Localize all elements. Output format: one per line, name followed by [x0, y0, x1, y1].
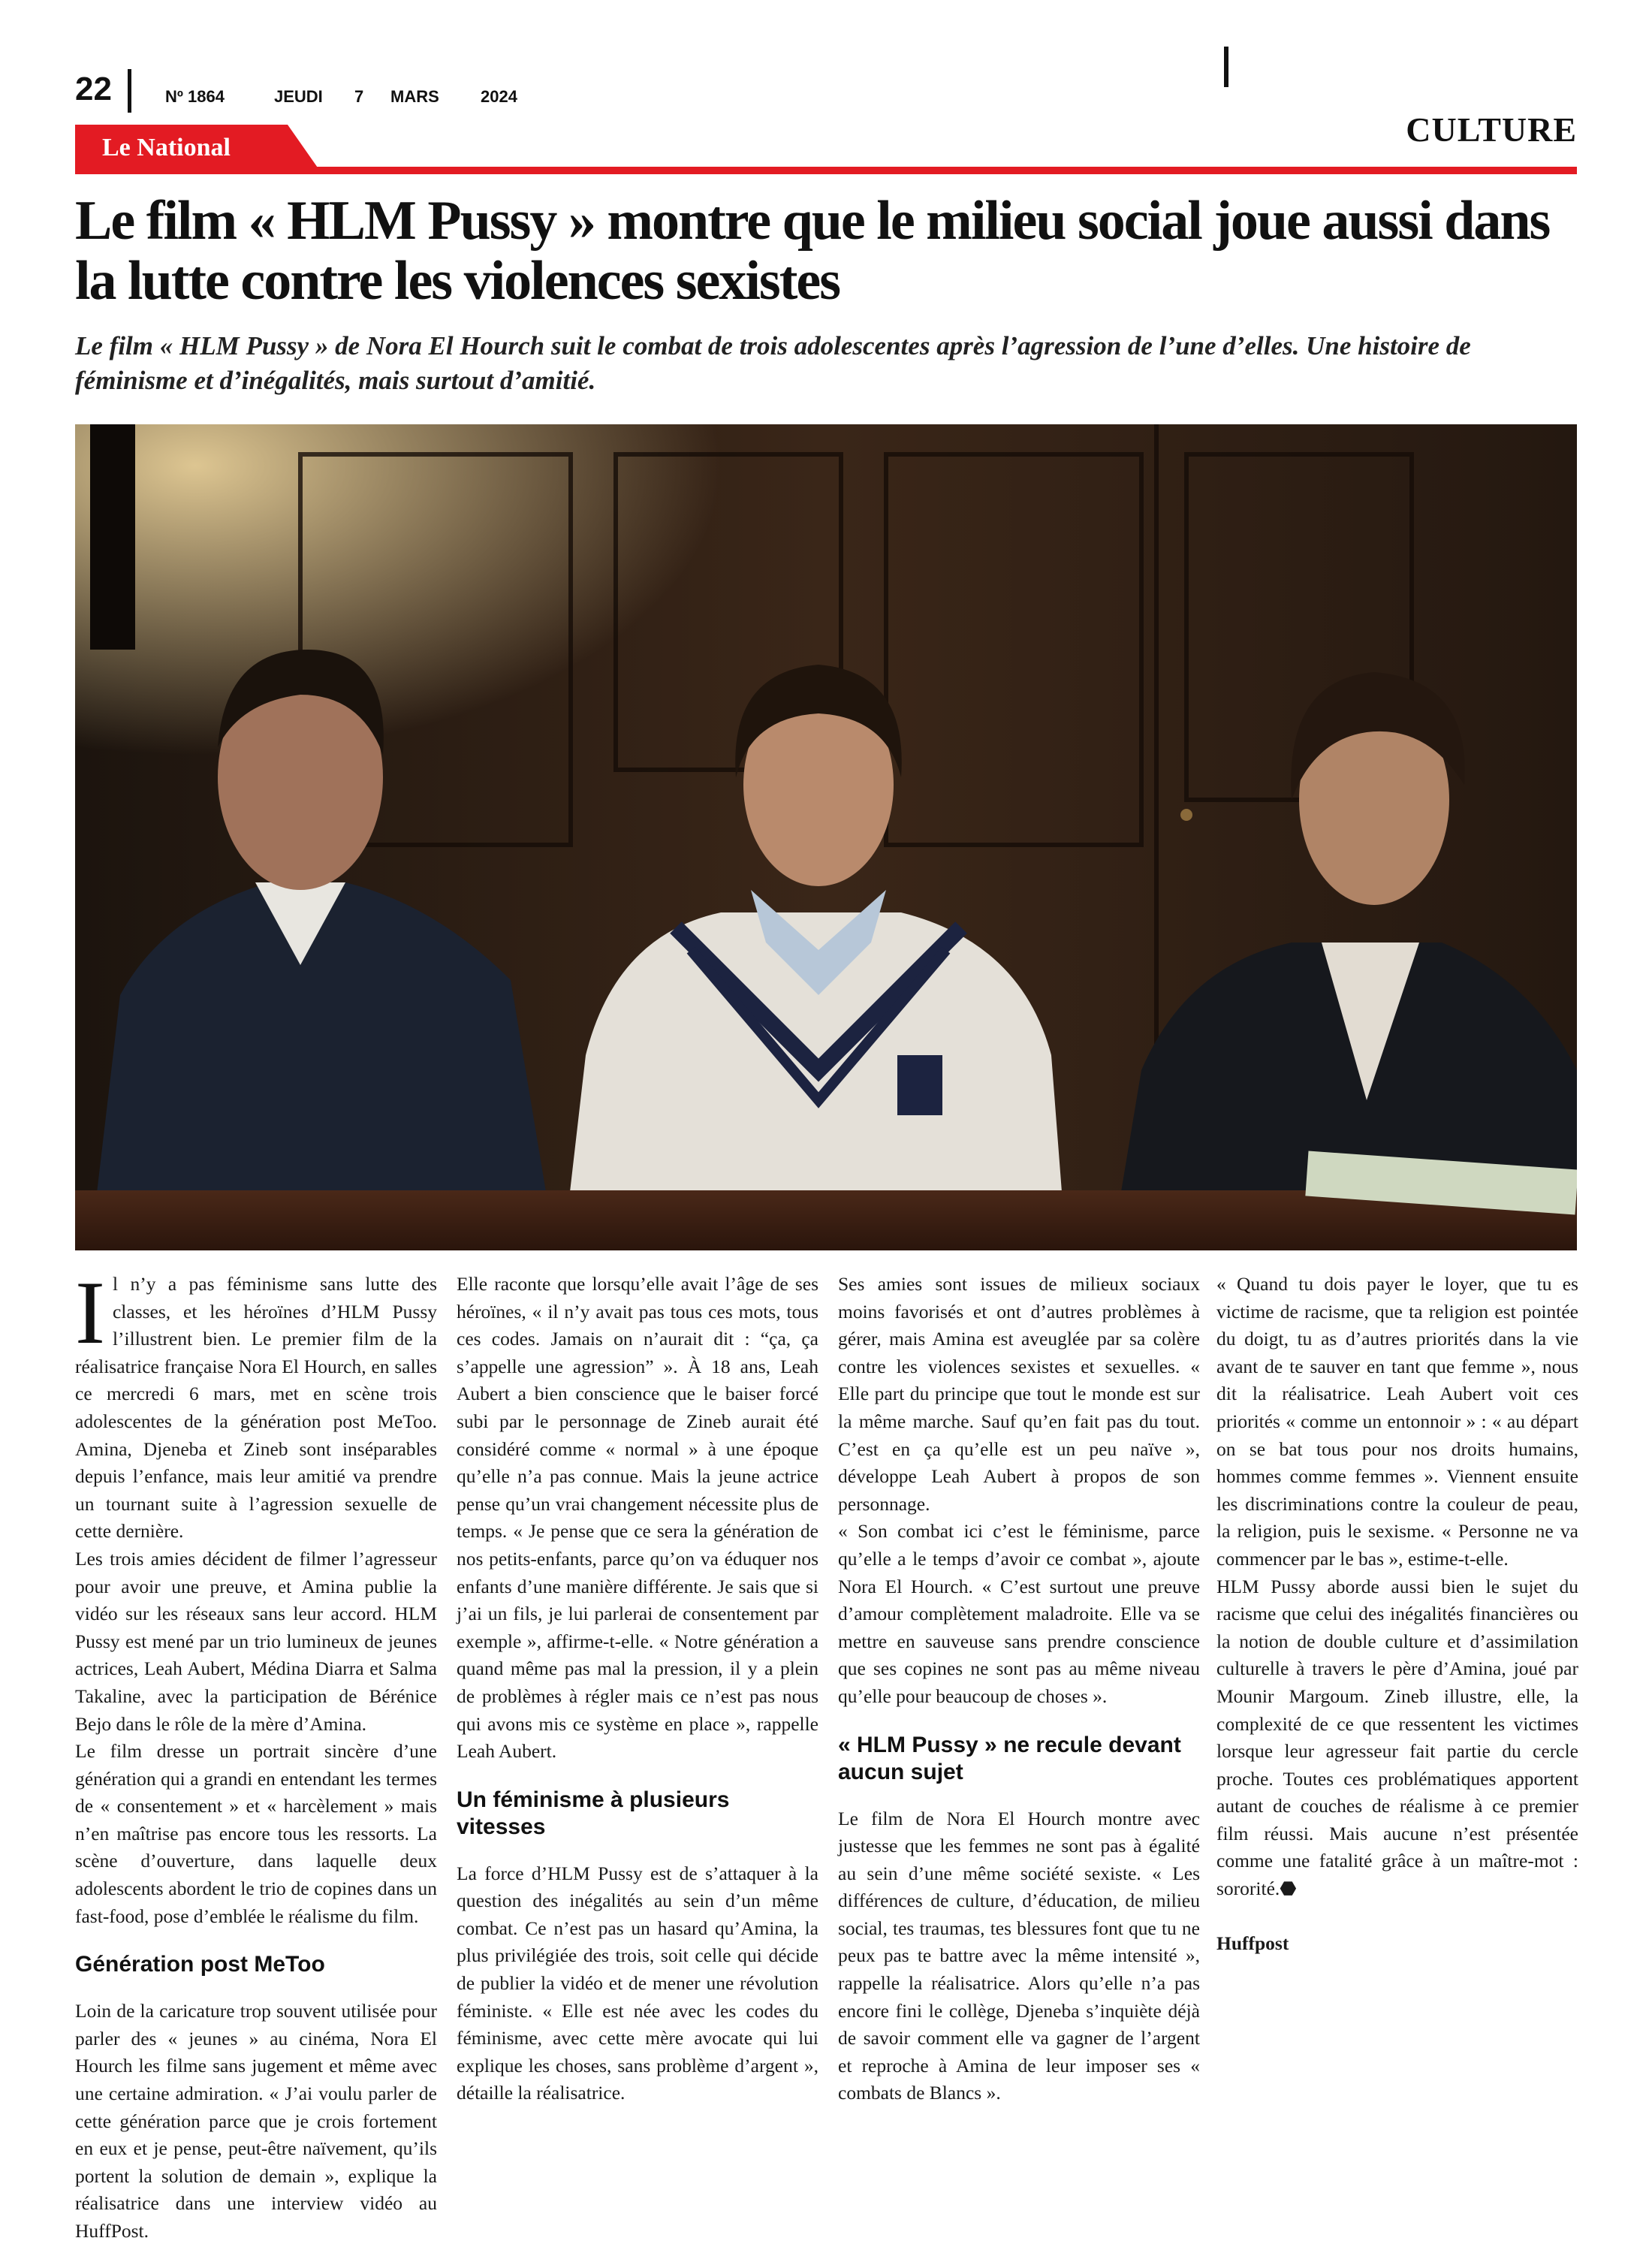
issue-month: MARS [390, 87, 439, 106]
paragraph-final [1216, 1573, 1578, 1903]
article-standfirst: Le film « HLM Pussy » de Nora El Hourch suit le combat de trois adolescentes après l’agression de l’une d’elles. Une histoire de féminisme et d’inégalités, mais surtout d’amitié. [75, 331, 1471, 395]
article-photo [75, 424, 1577, 1250]
issue-year: 2024 [481, 87, 517, 106]
brand-tab [75, 125, 319, 170]
paragraph: Loin de la caricature trop souvent utilisée pour parler des « jeunes » au cinéma, Nora El Hourch les filme sans jugement et même avec une certaine admiration. « J’ai voulu parler de cette génération parce que je crois fortement en eux et je pense, peut-être naïvement, qu’ils portent la solution de demain », explique la réalisatrice dans une interview vidéo au HuffPost. [75, 2000, 437, 2242]
film-still-image [75, 424, 1577, 1250]
paragraph-intro-text: l n’y a pas féminisme sans lutte des classes, et les héroïnes d’HLM Pussy l’illustrent bien. Le premier film de la réalisatrice française Nora El Hourch, en salles ce mercredi 6 mars, met en scène trois adolescentes de la génération post MeToo. Amina, Djeneba et Zineb sont inséparables depuis l’enfance, mais leur amitié va prendre un tournant suite à l’agression sexuelle de cette dernière. [75, 1273, 437, 1543]
section-divider [1224, 47, 1228, 87]
drop-cap: I [75, 1262, 105, 1362]
article-column-1 [75, 1262, 437, 2245]
paragraph: Le film dresse un portrait sincère d’une génération qui a grandi en entendant les termes de « consentement » et « harcèlement » mais n’en maîtrise pas encore tous les ressorts. La scène d’ouverture, dans laquelle deux adolescents abordent le trio de copines dans un fast-food, pose d’emblée le réalisme du film. [75, 1740, 437, 1927]
page-number: 22 [75, 71, 112, 107]
paragraph: Ses amies sont issues de milieux sociaux moins favorisés et ont d’autres problèmes à gérer, mais Amina est aveuglée par sa colère contre les violences sexistes et sexuelles. « Elle part du principe que tout le monde est sur la même marche. Sauf qu’en fait pas du tout. C’est en ça qu’elle est un peu naïve », développe Leah Aubert à propos de son personnage. [838, 1273, 1200, 1515]
issue-weekday: JEUDI [274, 87, 323, 106]
paragraph: La force d’HLM Pussy est de s’attaquer à la question des inégalités au sein d’un même combat. Ce n’est pas un hasard qu’Amina, la plus privilégiée des trois, soit celle qui décide de publier la vidéo et de mener une révolution féministe. « Elle est née avec les codes du féminisme, avec cette mère avocate qui lui explique les choses, sans problème d’argent », détaille la réalisatrice. [457, 1862, 818, 2104]
paragraph: Les trois amies décident de filmer l’agresseur pour avoir une preuve, et Amina publie la vidéo sur les réseaux sans leur accord. HLM Pussy est mené par un trio lumineux de jeunes actrices, Leah Aubert, Médina Diarra et Salma Takaline, avec la participation de Bérénice Bejo dans le rôle de la mère d’Amina. [75, 1547, 437, 1735]
header-rule [75, 167, 1577, 174]
article-headline: Le film « HLM Pussy » montre que le milieu social joue aussi dans la lutte contre les violences sexistes [75, 190, 1550, 312]
paragraph: « Son combat ici c’est le féminisme, parce qu’elle a le temps d’avoir ce combat », ajoute Nora El Hourch. « C’est surtout une preuve d’amour complètement maladroite. Elle va se mettre en sauveuse sans prendre conscience que ses copines ne sont pas au même niveau qu’elle pour beaucoup de choses ». [838, 1520, 1200, 1707]
paragraph: Elle raconte que lorsqu’elle avait l’âge de ses héroïnes, « il n’y avait pas tous ces mots, tous ces codes. Jamais on n’aurait dit : “ça, ça s’appelle une agression” ». À 18 ans, Leah Aubert a bien conscience que le baiser forcé subi par le personnage de Zineb aurait été considéré comme « normal » à une époque qu’elle n’a pas connue. Mais la jeune actrice pense qu’un vrai changement nécessite plus de temps. « Je pense que ce sera la génération de nos petits-enfants, parce qu’on va éduquer nos enfants d’une manière différente. Je sais que si j’ai un fils, je lui parlerai de consentement par exemple », affirme-t-elle. « Notre génération a quand même pas mal la pression, il y a plein de problèmes à régler mais ce n’est pas nous qui avons mis ce système en place », rappelle Leah Aubert. [457, 1273, 818, 1763]
paragraph: « Quand tu dois payer le loyer, que tu es victime de racisme, que ta religion est pointée du doigt, tu as d’autres priorités dans la vie avant de te sauver en tant que femme », nous dit la réalisatrice. Leah Aubert voit ces priorités « comme un entonnoir » : « au départ on se bat tous pour nos droits humains, hommes comme femmes ». Viennent ensuite les discriminations contre la couleur de peau, la religion, puis le sexisme. « Personne ne va commencer par le bas », estime-t-elle. [1216, 1273, 1578, 1570]
subheading: « HLM Pussy » ne recule devant aucun sujet [838, 1732, 1181, 1784]
subheading: Génération post MeToo [75, 1952, 325, 1977]
article-credit: Huffpost [1216, 1932, 1289, 1954]
page-header [75, 68, 1577, 113]
brand-logo-text: Le National [102, 134, 231, 161]
subheading: Un féminisme à plusieurs vitesses [457, 1787, 730, 1839]
paragraph: Le film de Nora El Hourch montre avec justesse que les femmes ne sont pas à égalité au sein d’une même société sexiste. « Les différences de culture, d’éducation, de milieu social, tes traumas, tes blessures font que tu ne peux pas te battre avec la même intensité », rappelle la réalisatrice. Alors qu’elle n’a pas encore fini le collège, Djeneba s’inquiète déjà de savoir comment elle va gagner de l’argent et reproche à Amina de leur imposer ses « combats de Blancs ». [838, 1807, 1200, 2104]
issue-day: 7 [354, 87, 364, 106]
section-title: CULTURE [1406, 110, 1577, 149]
issue-number: Nº 1864 [165, 87, 225, 106]
page-number-divider [128, 69, 131, 113]
article-column-2 [457, 1271, 818, 2107]
paragraph-final-text: HLM Pussy aborde aussi bien le sujet du racisme que celui des inégalités financières ou la notion de double culture et d’assimilation culturelle à travers le père d’Amina, joué par Mounir Margoum. Zineb illustre, elle, la complexité de ce que ressentent les victimes lorsque leur agresseur fait partie du cercle proche. Toutes ces problématiques apportent autant de couches de réalisme à ce premier film réussi. Mais aucune n’est présentée comme une fatalité grâce à un maître-mot : sororité. [1216, 1575, 1578, 1900]
paragraph-intro [75, 1262, 437, 1546]
article-column-4 [1216, 1271, 1578, 1957]
article-column-3 [838, 1271, 1200, 2107]
end-mark-icon: ⬣ [1280, 1878, 1297, 1900]
